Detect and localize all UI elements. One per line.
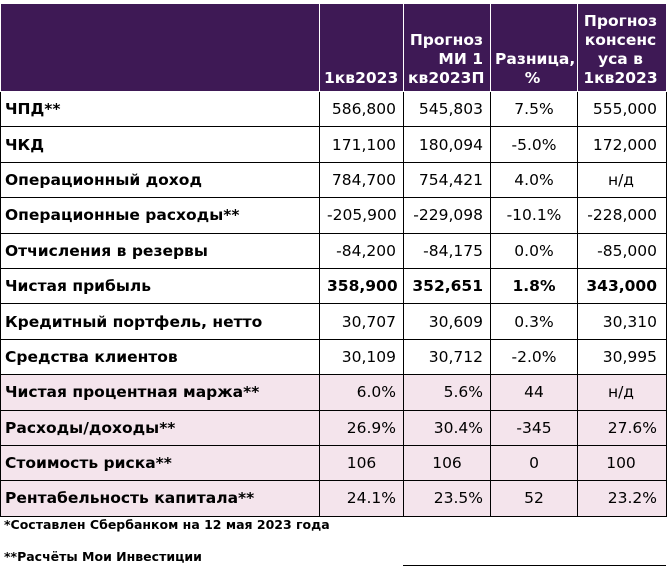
cell-1q2023: 26.9% xyxy=(320,410,404,445)
cell-1q2023: 24.1% xyxy=(320,481,404,516)
cell-mi-forecast: -229,098 xyxy=(404,198,491,233)
row-label: Операционные расходы** xyxy=(1,198,320,233)
cell-mi-forecast: 23.5% xyxy=(404,481,491,516)
cell-1q2023: 171,100 xyxy=(320,127,404,162)
cell-difference: -2.0% xyxy=(491,339,578,374)
cell-mi-forecast: 30.4% xyxy=(404,410,491,445)
header-mi-forecast: Прогноз МИ 1 кв2023П xyxy=(404,4,491,92)
cell-mi-forecast: 30,609 xyxy=(404,304,491,339)
cell-1q2023: 358,900 xyxy=(320,268,404,303)
table-row xyxy=(1,268,667,303)
table-row xyxy=(1,339,667,374)
row-label: Рентабельность капитала** xyxy=(1,481,320,516)
cell-consensus: 23.2% xyxy=(578,481,667,516)
footer-divider xyxy=(403,565,666,566)
table-row xyxy=(1,481,667,516)
table-row xyxy=(1,198,667,233)
cell-consensus: 555,000 xyxy=(578,92,667,127)
cell-mi-forecast: 30,712 xyxy=(404,339,491,374)
cell-consensus: -85,000 xyxy=(578,233,667,268)
row-label: Расходы/доходы** xyxy=(1,410,320,445)
cell-difference: 44 xyxy=(491,375,578,410)
cell-consensus: 100 xyxy=(578,445,667,480)
cell-1q2023: 30,109 xyxy=(320,339,404,374)
cell-consensus: 172,000 xyxy=(578,127,667,162)
cell-1q2023: -84,200 xyxy=(320,233,404,268)
table-row xyxy=(1,92,667,127)
cell-difference: -345 xyxy=(491,410,578,445)
row-label: Чистая процентная маржа** xyxy=(1,375,320,410)
cell-1q2023: 6.0% xyxy=(320,375,404,410)
cell-difference: 0 xyxy=(491,445,578,480)
header-consensus-forecast: Прогноз консенс уса в 1кв2023 xyxy=(578,4,667,92)
cell-difference: -5.0% xyxy=(491,127,578,162)
cell-mi-forecast: 5.6% xyxy=(404,375,491,410)
table-header-row xyxy=(1,4,667,92)
table-row xyxy=(1,410,667,445)
row-label: Чистая прибыль xyxy=(1,268,320,303)
header-difference: Разница, % xyxy=(491,4,578,92)
row-label: ЧКД xyxy=(1,127,320,162)
cell-consensus: н/д xyxy=(578,162,667,197)
table-row xyxy=(1,233,667,268)
table-row xyxy=(1,375,667,410)
cell-consensus: н/д xyxy=(578,375,667,410)
table-row xyxy=(1,304,667,339)
cell-mi-forecast: 106 xyxy=(404,445,491,480)
cell-difference: 0.0% xyxy=(491,233,578,268)
financial-results-table xyxy=(0,3,667,517)
row-label: Отчисления в резервы xyxy=(1,233,320,268)
cell-mi-forecast: -84,175 xyxy=(404,233,491,268)
footnote-source: *Составлен Сбербанком на 12 мая 2023 года xyxy=(4,517,330,532)
row-label: Стоимость риска** xyxy=(1,445,320,480)
row-label: Средства клиентов xyxy=(1,339,320,374)
cell-difference: 0.3% xyxy=(491,304,578,339)
row-label: Кредитный портфель, нетто xyxy=(1,304,320,339)
table-row xyxy=(1,162,667,197)
cell-1q2023: 30,707 xyxy=(320,304,404,339)
cell-consensus: -228,000 xyxy=(578,198,667,233)
cell-mi-forecast: 754,421 xyxy=(404,162,491,197)
cell-mi-forecast: 352,651 xyxy=(404,268,491,303)
cell-difference: 1.8% xyxy=(491,268,578,303)
row-label: ЧПД** xyxy=(1,92,320,127)
footnote-calculations: **Расчёты Мои Инвестиции xyxy=(4,549,202,564)
cell-consensus: 30,310 xyxy=(578,304,667,339)
table-row xyxy=(1,445,667,480)
cell-difference: 4.0% xyxy=(491,162,578,197)
cell-1q2023: -205,900 xyxy=(320,198,404,233)
cell-1q2023: 784,700 xyxy=(320,162,404,197)
cell-1q2023: 106 xyxy=(320,445,404,480)
header-1q2023: 1кв2023 xyxy=(320,4,404,92)
cell-difference: 52 xyxy=(491,481,578,516)
table-row xyxy=(1,127,667,162)
header-label-column xyxy=(1,4,320,92)
cell-mi-forecast: 545,803 xyxy=(404,92,491,127)
cell-consensus: 30,995 xyxy=(578,339,667,374)
cell-consensus: 27.6% xyxy=(578,410,667,445)
cell-consensus: 343,000 xyxy=(578,268,667,303)
cell-difference: 7.5% xyxy=(491,92,578,127)
cell-1q2023: 586,800 xyxy=(320,92,404,127)
cell-difference: -10.1% xyxy=(491,198,578,233)
cell-mi-forecast: 180,094 xyxy=(404,127,491,162)
row-label: Операционный доход xyxy=(1,162,320,197)
